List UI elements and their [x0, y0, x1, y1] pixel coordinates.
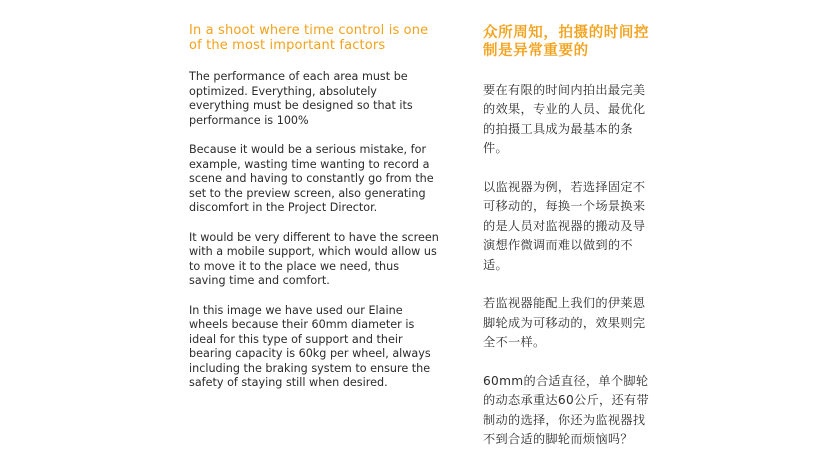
english-paragraph-4: In this image we have used our Elaine wheels because their 60mm diameter is ideal for this type of support and their bearing capacity is 60kg per wheel, always including the braking system to ensure the safety of staying still when desired. — [189, 303, 431, 390]
english-paragraph-1: The performance of each area must be optimized. Everything, absolutely everything must be designed so that its performance is 100% — [189, 70, 413, 127]
english-heading: In a shoot where time control is one of the most important factors — [189, 23, 429, 53]
english-paragraph-3: It would be very different to have the screen with a mobile support, which would allow us to move it to the place we need, thus saving time and comfort. — [189, 230, 439, 288]
english-column — [189, 24, 439, 391]
chinese-column — [483, 24, 655, 450]
chinese-heading: 众所周知，拍摄的时间控制是异常重要的 — [483, 25, 650, 59]
chinese-paragraph-1: 要在有限的时间内拍出最完美的效果，专业的人员、最优化的拍摄工具成为最基本的条件。 — [483, 83, 646, 156]
chinese-paragraph-3: 若监视器能配上我们的伊莱恩脚轮成为可移动的，效果则完全不一样。 — [483, 296, 646, 350]
chinese-paragraph-2: 以监视器为例，若选择固定不可移动的，每换一个场景换来的是人员对监视器的搬动及导演想作微调而难以做到的不适。 — [483, 180, 646, 272]
chinese-paragraph-4: 60mm的合适直径，单个脚轮的动态承重达60公斤，还有带制动的选择，你还为监视器找不到合适的脚轮而烦恼吗？ — [483, 374, 649, 447]
english-paragraph-2: Because it would be a serious mistake, for example, wasting time wanting to record a scene and having to constantly go from the set to the preview screen, also generating discomfort in the Project Director. — [189, 142, 434, 215]
